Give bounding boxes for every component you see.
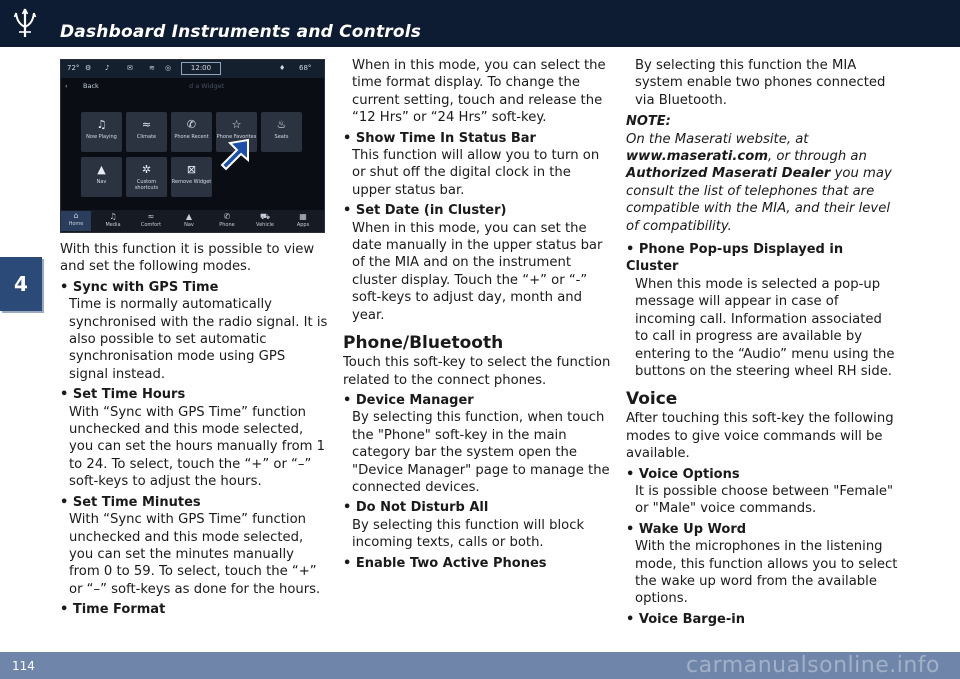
chapter-tab: 4 — [0, 257, 42, 311]
screen-ghost-text: d a Widget — [189, 82, 225, 90]
phone-favorites-icon: ☆ — [231, 118, 242, 131]
page-footer — [0, 652, 960, 679]
page-title: Dashboard Instruments and Controls — [60, 22, 422, 42]
tile-nav: ▲ Nav — [81, 157, 122, 197]
screen-back-label: Back — [83, 82, 99, 90]
item-show-time-title: • Show Time In Status Bar — [343, 130, 611, 147]
item-device-manager-title: • Device Manager — [343, 392, 611, 409]
phone-intro: Touch this soft-key to select the function related to the connect phones. — [343, 355, 611, 388]
back-chevron-icon: ‹ — [65, 82, 68, 90]
nav-comfort: ≈ Comfort — [136, 212, 166, 228]
tile-climate: ≈ Climate — [126, 112, 167, 152]
phone-nav-icon: ✆ — [223, 212, 231, 221]
column-1 — [60, 241, 328, 619]
item-dnd-text: By selecting this function will block incoming texts, calls or both. — [352, 517, 585, 551]
nav-media: ♫ Media — [98, 212, 128, 228]
tile-seats: ♨ Seats — [261, 112, 302, 152]
note-label: NOTE: — [626, 114, 671, 130]
voice-intro: After touching this soft-key the following modes to give voice commands will be available. — [626, 411, 894, 462]
item-dnd-title: • Do Not Disturb All — [343, 499, 611, 516]
maserati-website: www.maserati.com — [626, 149, 769, 165]
nav-home: ⌂ Home — [61, 211, 91, 231]
item-barge-in-title: • Voice Barge-in — [626, 611, 898, 628]
nav-apps: ▦ Apps — [288, 212, 318, 228]
bell-icon: ♪ — [105, 64, 110, 72]
notification-icon: ✉ — [127, 64, 133, 72]
item-set-minutes-text: With “Sync with GPS Time” function unchecked and this mode selected, you can set the minutes manually from 0 to 59. To select, touch the “+” or “–” soft-keys as done for the hours. — [69, 512, 321, 597]
voice-heading: Voice — [626, 389, 678, 410]
watermark: carmanualsonline.info — [686, 653, 940, 678]
seat-icon: ♨ — [276, 118, 287, 131]
media-icon: ♫ — [109, 212, 117, 221]
screen-nav-bar — [61, 210, 324, 232]
item-time-format-title: • Time Format — [60, 601, 328, 618]
tile-phone-recent: ✆ Phone Recent — [171, 112, 212, 152]
phone-bluetooth-heading: Phone/Bluetooth — [343, 333, 504, 354]
intro-text: With this function it is possible to view and set the following modes. — [60, 242, 315, 275]
page-header — [0, 0, 960, 47]
time-format-text: When in this mode, you can select the time format display. To change the current setting, touch and release the “12 Hrs” or “24 Hrs” soft-key. — [352, 58, 606, 126]
screen-temp-left: 72° — [67, 64, 80, 72]
item-popups-title: • Phone Pop-ups Displayed in Cluster — [626, 241, 898, 276]
apps-grid-icon: ▦ — [299, 212, 307, 221]
tile-now-playing: ♫ Now Playing — [81, 112, 122, 152]
item-device-manager-text: By selecting this function, when touch the "Phone" soft-key in the main category bar the system open the "Device Manager" page to manage the connected devices. — [352, 410, 610, 495]
trident-logo-icon — [8, 6, 42, 40]
location-icon: ◎ — [165, 64, 172, 72]
callout-arrow-icon — [216, 138, 252, 174]
shortcuts-icon: ✲ — [141, 163, 152, 176]
phone-icon: ✆ — [186, 118, 197, 131]
tile-remove-widget: ⊠ Remove Widget — [171, 157, 212, 197]
page-number: 114 — [12, 659, 35, 673]
nav-vehicle: ⛟ Vehicle — [250, 212, 280, 228]
two-phones-text: By selecting this function the MIA system enable two phones connected via Bluetooth. — [635, 58, 886, 108]
column-2 — [343, 57, 611, 572]
music-note-icon: ♫ — [96, 118, 107, 131]
wifi-icon: ≋ — [149, 64, 155, 72]
screen-back-bar — [61, 78, 324, 94]
nav-icon: ▲ — [185, 212, 193, 221]
item-set-date-title: • Set Date (in Cluster) — [343, 202, 611, 219]
screen-status-bar — [61, 60, 324, 78]
item-voice-options-title: • Voice Options — [626, 466, 898, 483]
nav-nav: ▲ Nav — [174, 212, 204, 228]
authorized-dealer: Authorized Maserati Dealer — [626, 166, 831, 182]
home-icon: ⌂ — [73, 211, 79, 220]
screen-clock: 12:00 — [181, 62, 221, 75]
screen-temp-right: 68° — [299, 64, 312, 72]
climate-icon: ≈ — [141, 118, 152, 131]
touchscreen-image — [60, 59, 325, 233]
item-sync-gps-text: Time is normally automatically synchronised with the radio signal. It is also possible to set automatic synchronisation mode using GPS signal instead. — [69, 297, 328, 382]
vehicle-icon: ⛟ — [259, 212, 271, 221]
item-set-date-text: When in this mode, you can set the date manually in the upper status bar of the MIA and on the instrument cluster display. Touch the “+” or “-” soft-keys to adjust day, month and year. — [352, 220, 603, 323]
item-sync-gps-title: • Sync with GPS Time — [60, 279, 328, 296]
item-two-phones-title: • Enable Two Active Phones — [343, 555, 611, 572]
item-wake-up-title: • Wake Up Word — [626, 521, 898, 538]
note-text: On the Maserati website, at www.maserati.com, or through an Authorized Maserati Dealer you may consult the list of telephones that are compatible with the MIA, and their level of compatibility. — [626, 131, 892, 234]
mic-icon: ♦ — [279, 64, 286, 72]
nav-phone: ✆ Phone — [212, 212, 242, 228]
tile-custom-shortcuts: ✲ Custom shortcuts — [126, 157, 167, 197]
item-set-minutes-title: • Set Time Minutes — [60, 494, 328, 511]
remove-icon: ⊠ — [186, 163, 197, 176]
nav-arrow-icon: ▲ — [97, 163, 106, 176]
column-3 — [626, 57, 898, 628]
item-popups-text: When this mode is selected a pop-up message will appear in case of incoming call. Information associated to call in progress are available by entering to the “Audio” menu using the buttons on the steering wheel RH side. — [635, 276, 895, 379]
tile-phone-favorites: ☆ Phone Favorites — [216, 112, 257, 152]
item-voice-options-text: It is possible choose between "Female" or "Male" voice commands. — [635, 483, 894, 517]
comfort-icon: ≈ — [147, 212, 155, 221]
item-set-hours-text: With “Sync with GPS Time” function unchecked and this mode selected, you can set the hours manually from 1 to 24. To select, touch the “+” or “–” soft-keys to adjust the hours. — [69, 404, 326, 490]
item-wake-up-text: With the microphones in the listening mode, this function allows you to select the wake up word from the available options. — [635, 539, 898, 607]
item-set-hours-title: • Set Time Hours — [60, 386, 328, 403]
item-show-time-text: This function will allow you to turn on or shut off the digital clock in the upper status bar. — [352, 148, 600, 198]
climate-small-icon: ⚙ — [85, 64, 92, 72]
